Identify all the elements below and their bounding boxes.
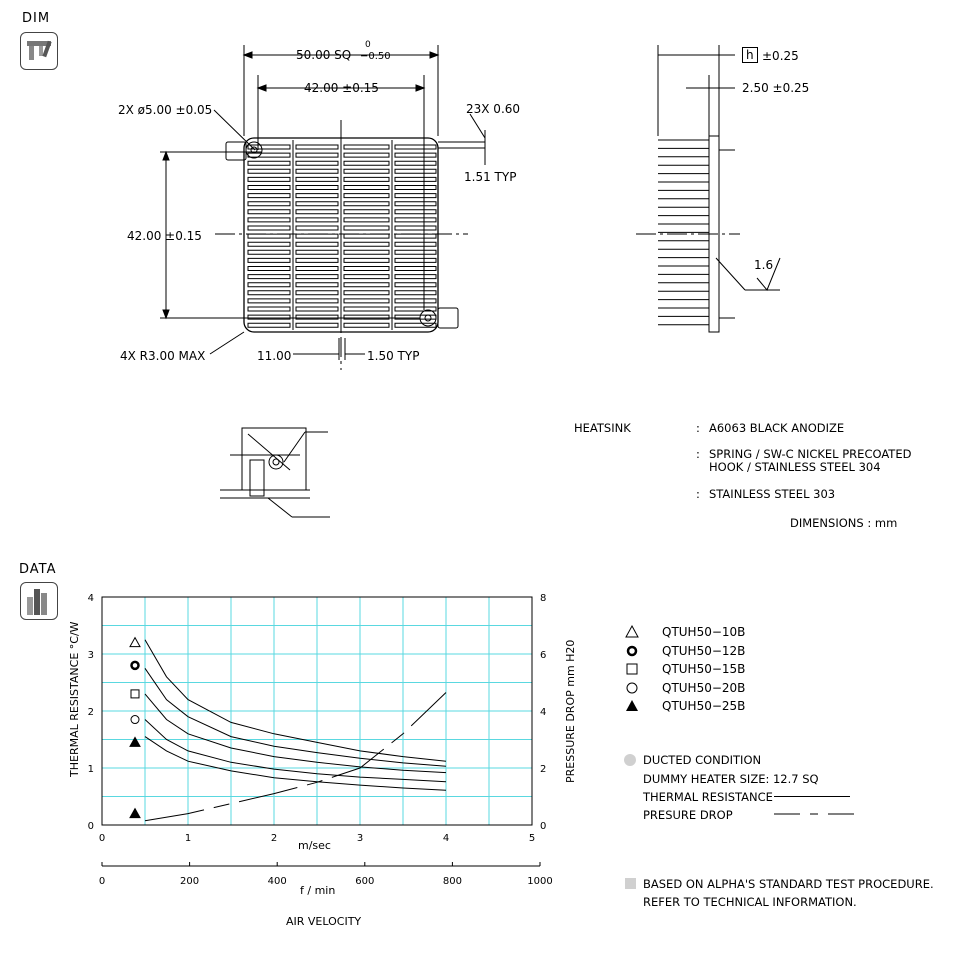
- x-axis-ms-label: m/sec: [298, 839, 331, 852]
- dim-overall-tol-bottom: −0.50: [360, 51, 391, 62]
- x-axis-fmin-label: f / min: [300, 884, 336, 897]
- x-fmin-tick-label: 200: [180, 876, 200, 887]
- series-marker: [131, 716, 139, 724]
- dim-section-title: DIM: [22, 11, 51, 26]
- heatsink-label: HEATSINK: [574, 421, 631, 435]
- y-axis-right-label: PRESSURE DROP mm H20: [564, 639, 577, 783]
- y-left-tick-label: 1: [87, 764, 94, 775]
- ducted-condition: DUCTED CONDITION: [643, 753, 762, 767]
- legend-label: QTUH50−20B: [662, 681, 746, 695]
- dim-radius: 4X R3.00 MAX: [120, 349, 206, 363]
- x-ms-tick-label: 2: [270, 833, 278, 844]
- legend-label: QTUH50−12B: [662, 644, 746, 658]
- bold-circle-icon: [624, 643, 640, 659]
- note-line-1: BASED ON ALPHA'S STANDARD TEST PROCEDURE.: [643, 877, 934, 891]
- series-line: [145, 694, 446, 773]
- x-ms-tick-label: 0: [98, 833, 106, 844]
- ducted-bullet-icon: [624, 754, 636, 766]
- note-line-2: REFER TO TECHNICAL INFORMATION.: [643, 895, 857, 909]
- dim-offset: 11.00: [257, 349, 292, 363]
- series-marker: [130, 737, 140, 746]
- note-bullet-icon: [625, 878, 636, 889]
- series-marker: [131, 690, 139, 698]
- dim-pitch-h: 42.00 ±0.15: [304, 81, 379, 95]
- dim-fin-pitch: 1.51 TYP: [464, 170, 517, 184]
- x-fmin-tick-label: 0: [98, 876, 106, 887]
- dim-holes: 2X ø5.00 ±0.05: [118, 103, 213, 117]
- y-left-tick-label: 3: [87, 650, 94, 661]
- dim-height-tol: ±0.25: [762, 49, 799, 63]
- units-note: DIMENSIONS : mm: [790, 516, 898, 530]
- series-line: [145, 640, 446, 761]
- y-right-tick-label: 6: [540, 650, 547, 661]
- series-marker: [130, 809, 140, 818]
- y-right-tick-label: 2: [540, 764, 547, 775]
- thermal-line-sample: [774, 796, 850, 797]
- y-left-tick-label: 2: [87, 707, 94, 718]
- legend-label: QTUH50−25B: [662, 699, 746, 713]
- spring-sep: :: [696, 447, 700, 461]
- dim-slot: 1.50 TYP: [367, 349, 420, 363]
- dim-surface: 1.6: [754, 258, 774, 272]
- x-ms-tick-label: 3: [356, 833, 364, 844]
- x-ms-tick-label: 1: [184, 833, 192, 844]
- open-triangle-icon: [624, 624, 640, 640]
- filled-triangle-icon: [624, 698, 640, 714]
- y-right-tick-label: 4: [540, 707, 547, 718]
- dim-pitch-v: 42.00 ±0.15: [127, 229, 202, 243]
- series-marker: [130, 638, 140, 647]
- pressure-line-sample: [774, 813, 854, 817]
- dim-fins: 23X 0.60: [466, 102, 521, 116]
- open-circle-icon: [624, 680, 640, 696]
- y-left-tick-label: 4: [87, 593, 94, 604]
- x-ms-tick-label: 5: [528, 833, 536, 844]
- series-line: [145, 720, 446, 782]
- legend-label: QTUH50−10B: [662, 625, 746, 639]
- heater-size: DUMMY HEATER SIZE: 12.7 SQ: [643, 772, 819, 786]
- screw-material: STAINLESS STEEL 303: [709, 487, 836, 501]
- y-right-tick-label: 8: [540, 593, 547, 604]
- hook-material: HOOK / STAINLESS STEEL 304: [709, 460, 881, 474]
- pressure-line-label: PRESURE DROP: [643, 808, 733, 822]
- data-section-title: DATA: [19, 562, 57, 577]
- dim-base: 2.50 ±0.25: [742, 81, 810, 95]
- y-axis-left-label: THERMAL RESISTANCE °C/W: [68, 621, 81, 777]
- heatsink-material: A6063 BLACK ANODIZE: [709, 421, 845, 435]
- spring-material: SPRING / SW-C NICKEL PRECOATED: [709, 447, 912, 461]
- x-axis-title: AIR VELOCITY: [286, 915, 362, 928]
- x-fmin-tick-label: 600: [355, 876, 375, 887]
- dim-height-box: h: [742, 47, 758, 63]
- x-fmin-tick-label: 800: [442, 876, 462, 887]
- heatsink-sep: :: [696, 421, 700, 435]
- x-ms-tick-label: 4: [442, 833, 450, 844]
- y-left-tick-label: 0: [87, 821, 94, 832]
- series-marker: [132, 662, 139, 669]
- x-fmin-tick-label: 1000: [527, 876, 553, 887]
- dim-overall-tol-top: 0: [365, 40, 371, 50]
- y-right-tick-label: 0: [540, 821, 547, 832]
- thermal-line-label: THERMAL RESISTANCE: [643, 790, 773, 804]
- x-fmin-tick-label: 400: [267, 876, 287, 887]
- dim-overall: 50.00 SQ: [296, 48, 352, 62]
- open-square-icon: [624, 661, 640, 677]
- legend-label: QTUH50−15B: [662, 662, 746, 676]
- series-line: [145, 737, 446, 791]
- screw-sep: :: [696, 487, 700, 501]
